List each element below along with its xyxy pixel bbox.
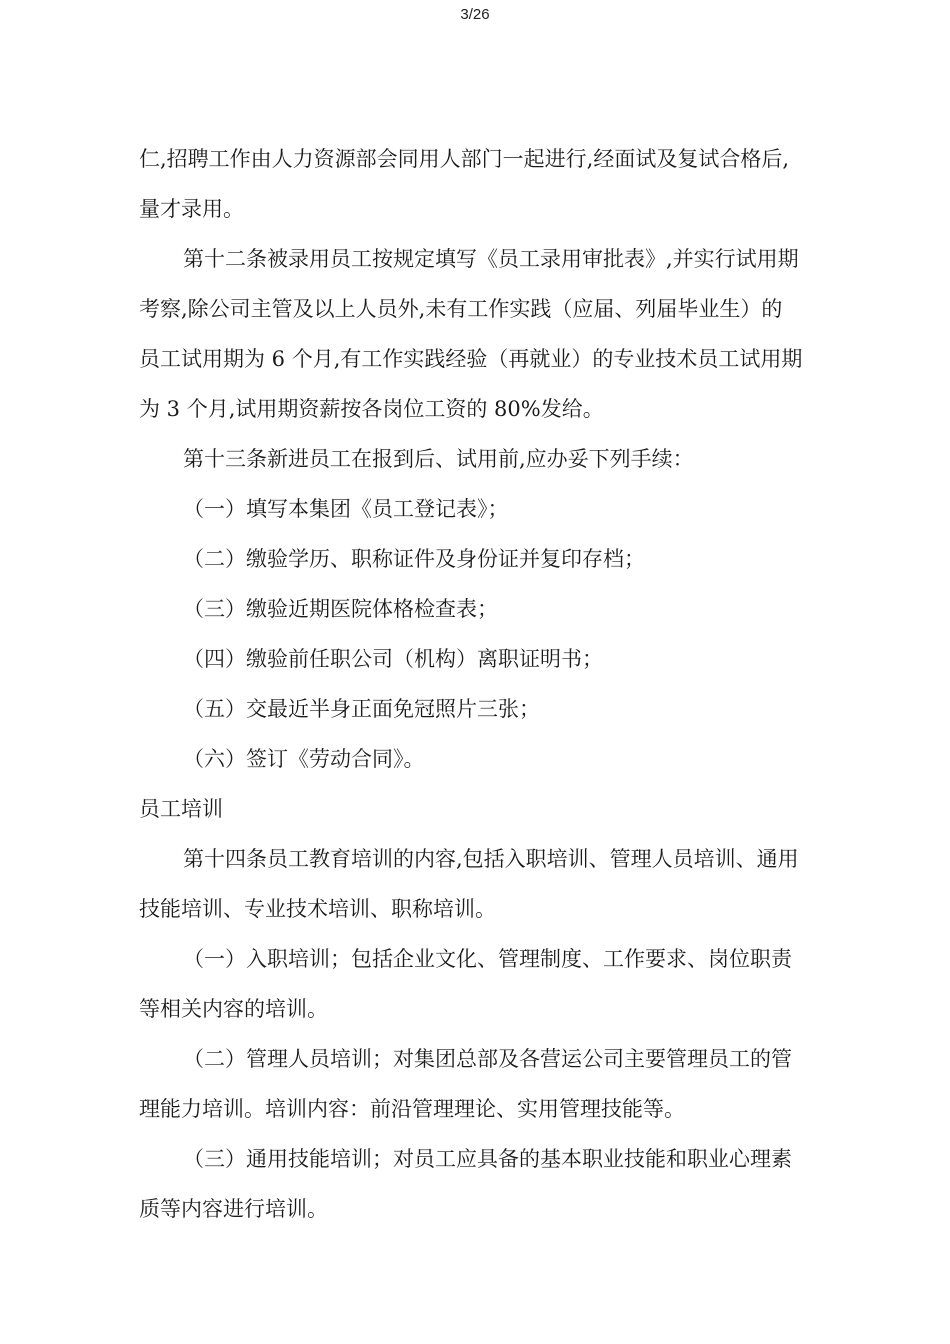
text-line: 理能力培训。培训内容：前沿管理理论、实用管理技能等。 xyxy=(139,1097,685,1121)
text-line: 员工试用期为 6 个月,有工作实践经验（再就业）的专业技术员工试用期 xyxy=(139,347,803,371)
text-line: 等相关内容的培训。 xyxy=(139,997,328,1021)
list-item: （二）缴验学历、职称证件及身份证并复印存档； xyxy=(183,547,645,571)
section-heading: 员工培训 xyxy=(139,797,223,821)
article-13-line: 第十三条新进员工在报到后、试用前,应办妥下列手续： xyxy=(183,447,694,471)
text-line: 仁,招聘工作由人力资源部会同用人部门一起进行,经面试及复试合格后, xyxy=(139,147,790,171)
list-item: （一）入职培训；包括企业文化、管理制度、工作要求、岗位职责 xyxy=(183,947,792,971)
list-item: （五）交最近半身正面免冠照片三张； xyxy=(183,697,540,721)
list-item: （一）填写本集团《员工登记表》； xyxy=(183,497,509,521)
text-line: 为 3 个月,试用期资薪按各岗位工资的 80%发给。 xyxy=(139,397,604,421)
article-12-line: 第十二条被录用员工按规定填写《员工录用审批表》,并实行试用期 xyxy=(183,247,799,271)
document-body xyxy=(139,134,839,1234)
list-item: （六）签订《劳动合同》。 xyxy=(183,747,425,771)
page-number: 3/26 xyxy=(460,6,490,23)
list-item: （三）缴验近期医院体格检查表； xyxy=(183,597,498,621)
list-item: （四）缴验前任职公司（机构）离职证明书； xyxy=(183,647,603,671)
text-line: 量才录用。 xyxy=(139,197,244,221)
text-line: 技能培训、专业技术培训、职称培训。 xyxy=(139,897,496,921)
article-14-line: 第十四条员工教育培训的内容,包括入职培训、管理人员培训、通用 xyxy=(183,847,799,871)
list-item: （二）管理人员培训；对集团总部及各营运公司主要管理员工的管 xyxy=(183,1047,792,1071)
text-line: 考察,除公司主管及以上人员外,未有工作实践（应届、列届毕业生）的 xyxy=(139,297,783,321)
list-item: （三）通用技能培训；对员工应具备的基本职业技能和职业心理素 xyxy=(183,1147,792,1171)
text-line: 质等内容进行培训。 xyxy=(139,1197,328,1221)
